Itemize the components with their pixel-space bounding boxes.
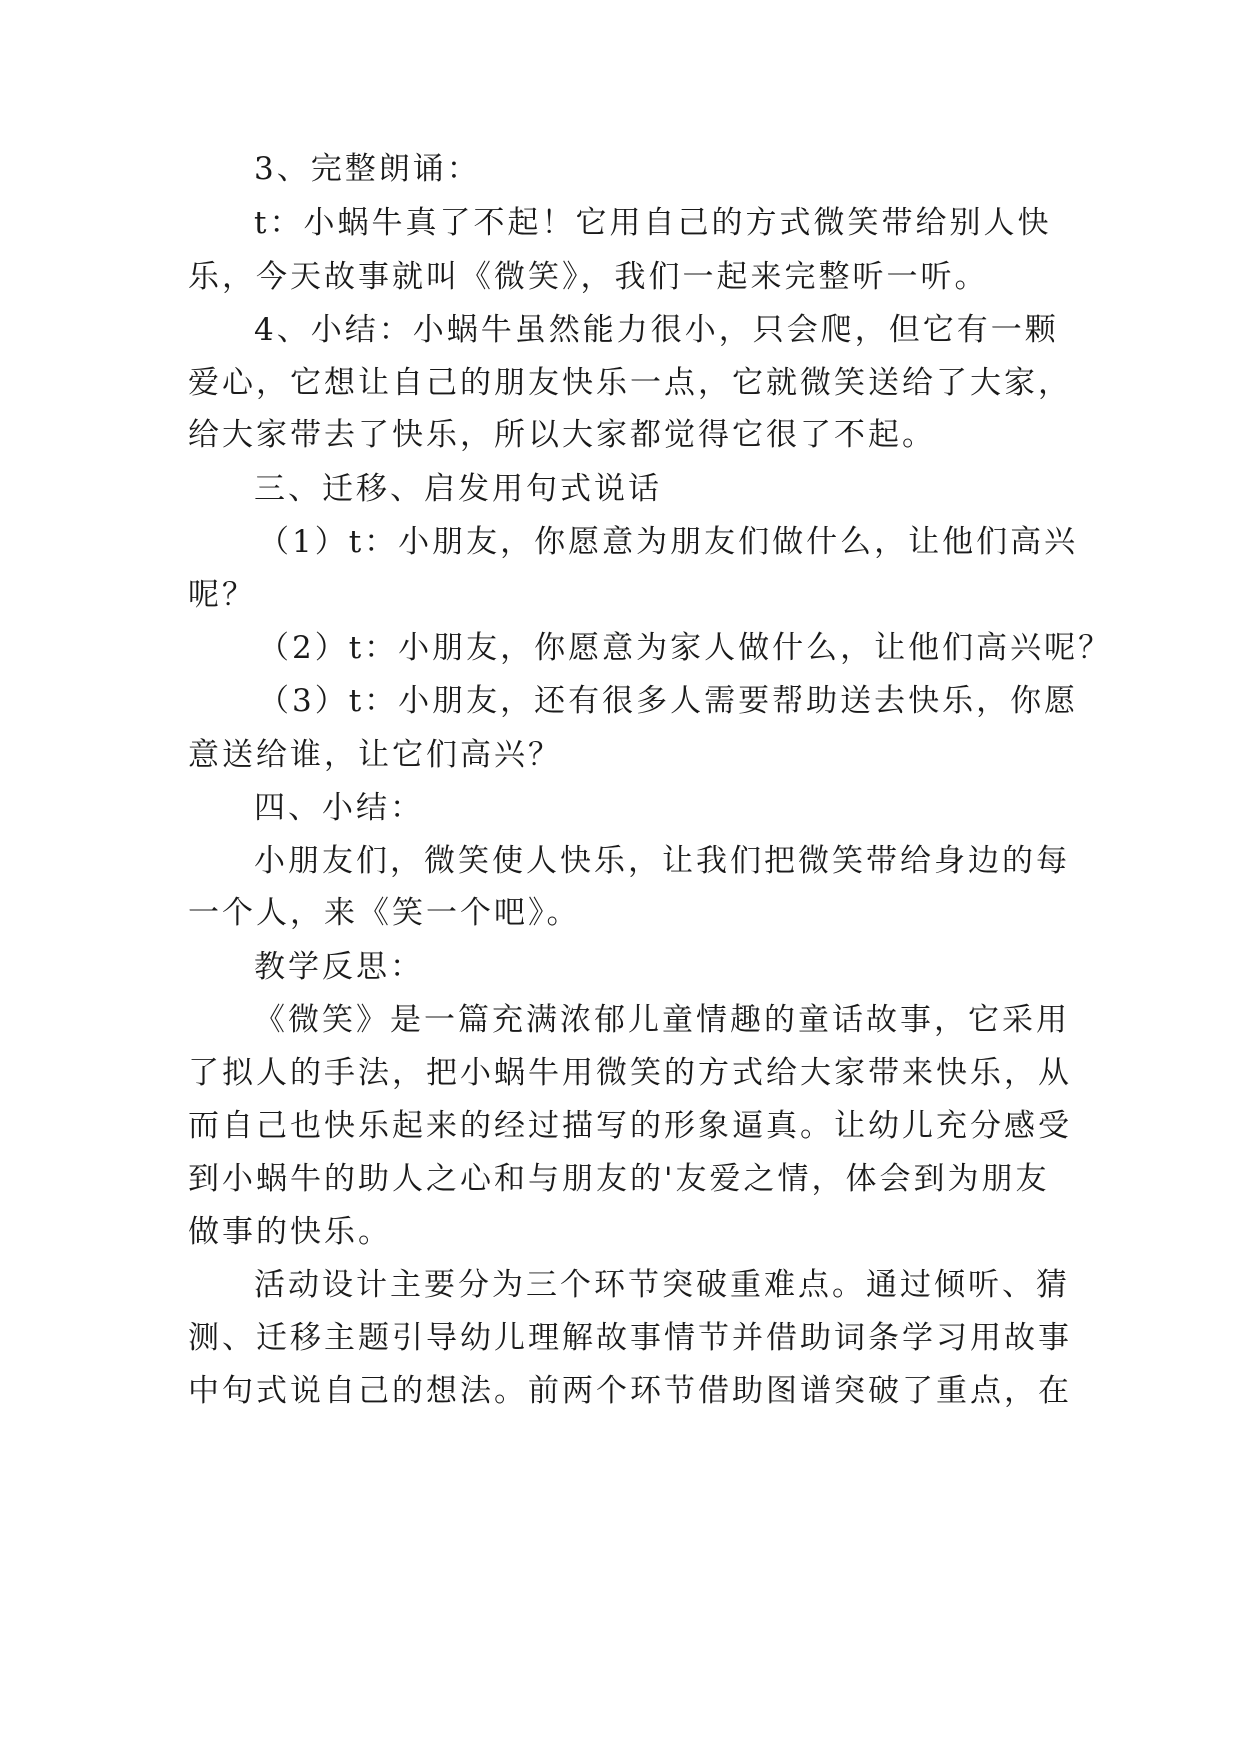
text-line: 4、小结：小蜗牛虽然能力很小，只会爬，但它有一颗 — [254, 312, 1059, 348]
text-line: （3）t：小朋友，还有很多人需要帮助送去快乐，你愿 — [258, 683, 1079, 719]
text-line: 活动设计主要分为三个环节突破重难点。通过倾听、猜 — [254, 1267, 1070, 1303]
text-line: 四、小结： — [254, 790, 424, 826]
text-line: 《微笑》是一篇充满浓郁儿童情趣的童话故事，它采用 — [254, 1002, 1070, 1038]
text-line: 意送给谁，让它们高兴？ — [188, 737, 562, 773]
text-line: 做事的快乐。 — [188, 1214, 392, 1250]
text-line: 一个人，来《笑一个吧》。 — [188, 895, 581, 931]
text-line: （2）t：小朋友，你愿意为家人做什么，让他们高兴呢？ — [258, 630, 1113, 666]
text-line: 教学反思： — [254, 949, 424, 985]
text-line: 小朋友们，微笑使人快乐，让我们把微笑带给身边的每 — [254, 843, 1070, 879]
text-line: 中句式说自己的想法。前两个环节借助图谱突破了重点，在 — [188, 1373, 1072, 1409]
text-line: t：小蜗牛真了不起！它用自己的方式微笑带给别人快 — [254, 205, 1052, 241]
text-line: 乐，今天故事就叫《微笑》，我们一起来完整听一听。 — [188, 259, 989, 295]
text-line: 测、迁移主题引导幼儿理解故事情节并借助词条学习用故事 — [188, 1320, 1072, 1356]
text-line: （1）t：小朋友，你愿意为朋友们做什么，让他们高兴 — [258, 524, 1079, 560]
text-line: 到小蜗牛的助人之心和与朋友的'友爱之情，体会到为朋友 — [188, 1161, 1050, 1197]
text-line: 呢？ — [188, 577, 256, 613]
text-line: 3、完整朗诵： — [254, 151, 481, 187]
text-line: 三、迁移、启发用句式说话 — [254, 471, 662, 507]
text-line: 爱心，它想让自己的朋友快乐一点，它就微笑送给了大家， — [188, 365, 1072, 401]
text-line: 了拟人的手法，把小蜗牛用微笑的方式给大家带来快乐，从 — [188, 1055, 1072, 1091]
text-line: 而自己也快乐起来的经过描写的形象逼真。让幼儿充分感受 — [188, 1108, 1072, 1144]
text-line: 给大家带去了快乐，所以大家都觉得它很了不起。 — [188, 417, 936, 453]
